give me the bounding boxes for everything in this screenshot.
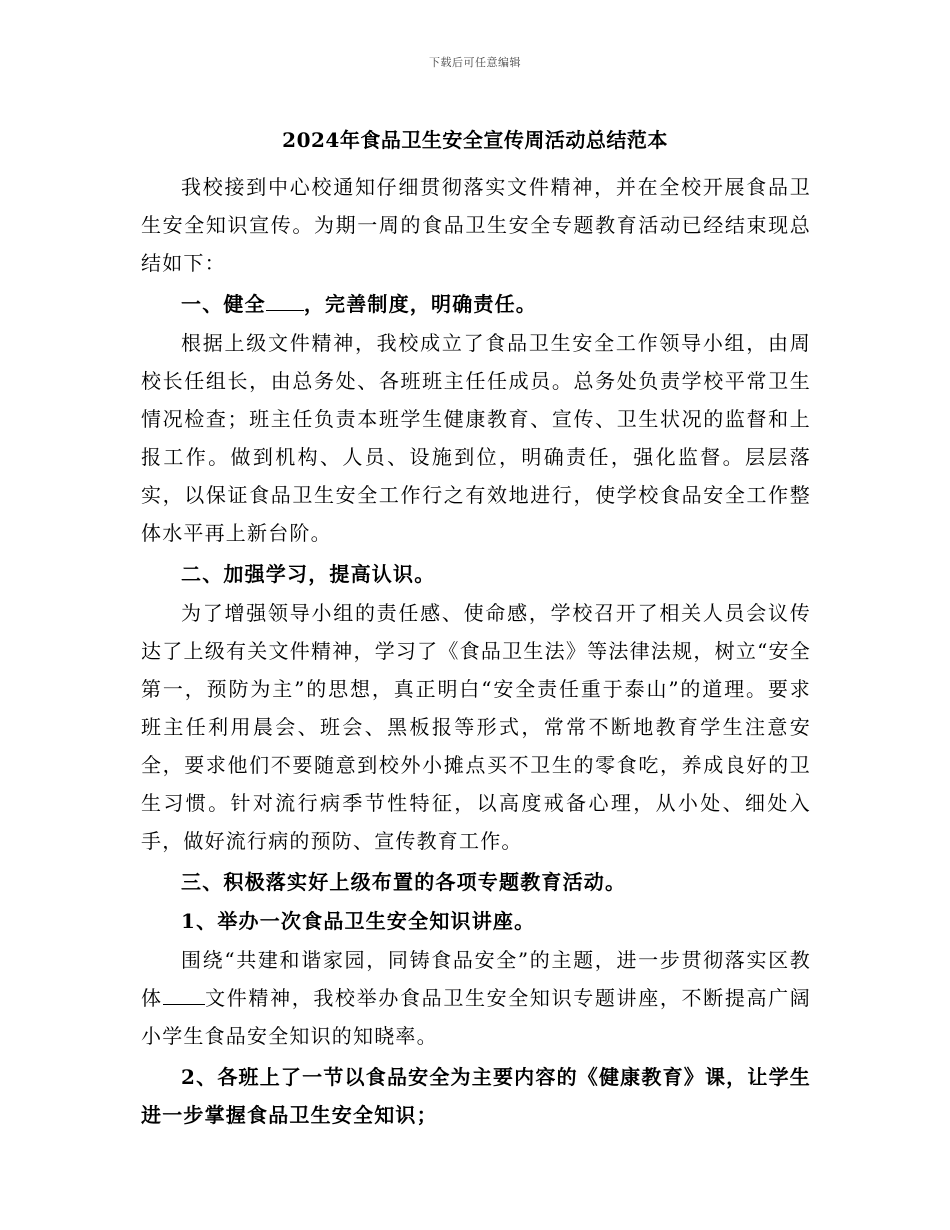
section3-heading: 三、积极落实好上级布置的各项专题教育活动。 <box>181 870 627 894</box>
fill-in-blank <box>266 294 304 311</box>
section3-sub1-heading: 1、举办一次食品卫生安全知识讲座。 <box>181 909 536 933</box>
section1-heading-after: ，完善制度，明确责任。 <box>303 292 538 316</box>
sub1-body-after: 文件精神，我校举办食品卫生安全知识专题讲座，不断提高广阔小学生食品安全知识的知晓率。 <box>141 986 811 1048</box>
section1-heading-before: 一、健全 <box>181 292 266 316</box>
intro-paragraph: 我校接到中心校通知仔细贯彻落实文件精神，并在全校开展食品卫生安全知识宣传。为期一周的食品卫生安全专题教育活动已经结束现总结如下： <box>141 175 811 275</box>
header-note: 下载后可任意编辑 <box>429 56 521 69</box>
section2-heading: 二、加强学习，提高认识。 <box>181 562 436 586</box>
fill-in-blank <box>163 988 205 1005</box>
section3-sub2-heading: 2、各班上了一节以食品安全为主要内容的《健康教育》课，让学生进一步掌握食品卫生安全知识； <box>141 1065 811 1127</box>
document-body <box>141 168 811 1135</box>
sub1-body-before: 围绕“共建和谐家园，同铸食品安全”的主题，进一步贯彻落实区教体 <box>141 948 811 1010</box>
section3-sub1-paragraph <box>141 941 811 1055</box>
section2-paragraph: 为了增强领导小组的责任感、使命感，学校召开了相关人员会议传达了上级有关文件精神，学习了《食品卫生法》等法律法规，树立“安全第一，预防为主”的思想，真正明白“安全责任重于泰山”的道理。要求班主任利用晨会、班会、黑板报等形式，常常不断地教育学生注意安全，要求他们不要随意到校外小摊点买不卫生的零食吃，养成良好的卫生习惯。针对流行病季节性特征，以高度戒备心理，从小处、细处入手，做好流行病的预防、宣传教育工作。 <box>141 601 811 853</box>
section1-paragraph: 根据上级文件精神，我校成立了食品卫生安全工作领导小组，由周校长任组长，由总务处、各班班主任任成员。总务处负责学校平常卫生情况检查；班主任负责本班学生健康教育、宣传、卫生状况的监督和上报工作。做到机构、人员、设施到位，明确责任，强化监督。层层落实，以保证食品卫生安全工作行之有效地进行，使学校食品安全工作整体水平再上新台阶。 <box>141 331 811 545</box>
document-title: 2024年食品卫生安全宣传周活动总结范本 <box>282 128 668 152</box>
section1-heading <box>141 285 811 323</box>
